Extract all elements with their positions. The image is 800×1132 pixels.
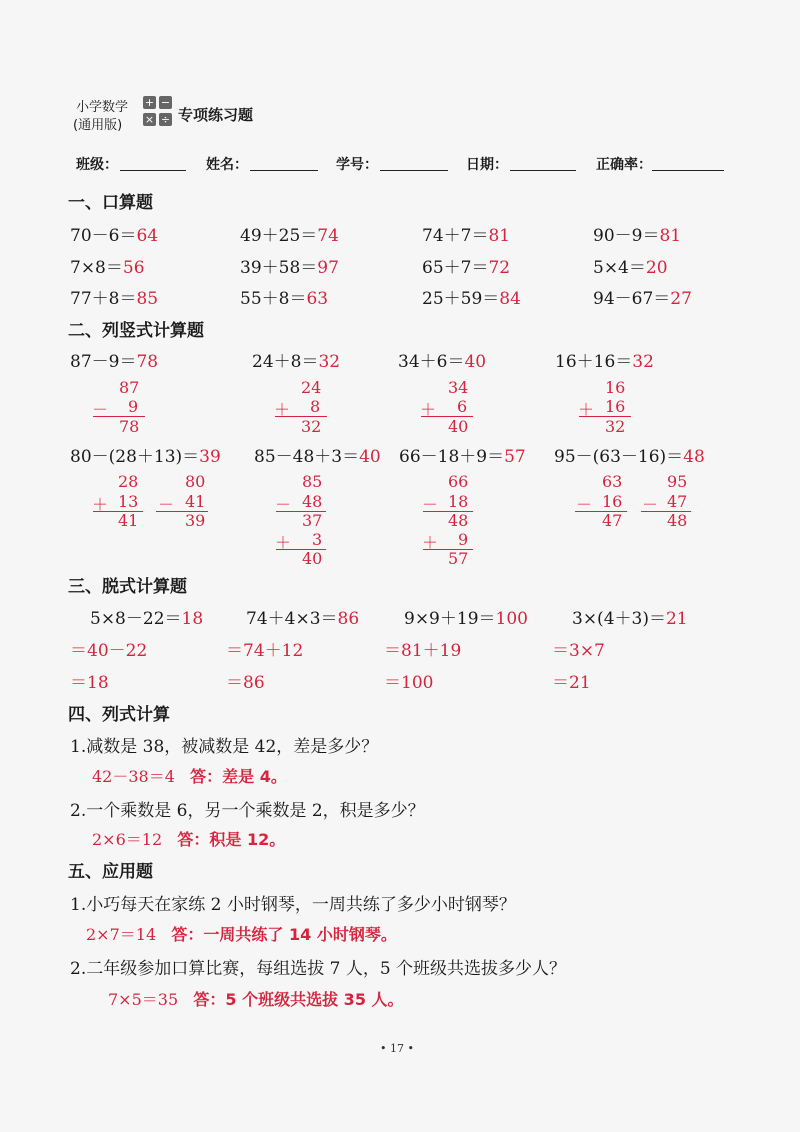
vertical-question: 80－(28＋13)＝39 (70, 447, 221, 467)
oral-item: 94－67＝27 (593, 289, 692, 309)
page-number: • 17 • (380, 1042, 414, 1055)
multiply-icon: × (144, 113, 155, 126)
vc-result: 40 (302, 549, 323, 568)
vertical-question: 95－(63－16)＝48 (554, 447, 705, 467)
formula-answer: 42－38＝4 答：差是 4。 (92, 767, 287, 786)
vertical-question: 85－48＋3＝40 (254, 447, 381, 467)
vc-bottom: 8 (310, 397, 321, 416)
stepwise-step: ＝74＋12 (226, 641, 304, 661)
vc-mid: 48 (448, 511, 469, 530)
vc-top: 85 (302, 472, 323, 491)
vc-op: － (576, 495, 593, 514)
stepwise-question: 3×(4＋3)＝21 (572, 609, 688, 629)
vc-result: 40 (448, 417, 469, 436)
section-stepwise-title: 三、脱式计算题 (68, 577, 187, 597)
vc-top: 95 (667, 472, 688, 491)
vertical-question: 16＋16＝32 (555, 352, 654, 372)
vc-bottom2: 9 (458, 530, 469, 549)
stepwise-step: ＝81＋19 (384, 641, 462, 661)
field-accuracy-line[interactable] (652, 170, 724, 171)
vertical-question: 24＋8＝32 (252, 352, 341, 372)
vc-op: － (92, 400, 109, 419)
vc-result: 32 (301, 417, 322, 436)
stepwise-question: 5×8－22＝18 (90, 609, 204, 629)
stepwise-step: ＝21 (552, 673, 591, 693)
vc-bottom: 16 (602, 492, 623, 511)
oral-item: 55＋8＝63 (240, 289, 329, 309)
oral-item: 90－9＝81 (593, 226, 682, 246)
oral-item: 25＋59＝84 (422, 289, 521, 309)
field-date-label: 日期： (466, 157, 508, 173)
vertical-question: 87－9＝78 (70, 352, 159, 372)
brand-line2: (通用版) (73, 118, 123, 133)
vc-op: － (422, 495, 439, 514)
field-class-line[interactable] (120, 170, 186, 171)
vc-bottom: 13 (118, 492, 139, 511)
stepwise-step: ＝18 (70, 673, 109, 693)
vertical-question: 66－18＋9＝57 (399, 447, 526, 467)
oral-item: 70－6＝64 (70, 226, 159, 246)
vc-top: 34 (448, 378, 469, 397)
formula-question: 1.减数是 38，被减数是 42，差是多少？ (70, 737, 379, 757)
vc-op: ＋ (578, 400, 595, 419)
vc-op: ＋ (92, 495, 109, 514)
formula-answer: 2×6＝12 答：积是 12。 (92, 830, 286, 849)
section-applied-title: 五、应用题 (68, 862, 153, 882)
formula-question: 2.一个乘数是 6，另一个乘数是 2，积是多少？ (70, 801, 425, 821)
vc-bottom: 47 (667, 492, 688, 511)
field-accuracy-label: 正确率： (596, 157, 652, 173)
section-formula-title: 四、列式计算 (68, 705, 170, 725)
vc-bottom: 18 (448, 492, 469, 511)
stepwise-step: ＝3×7 (552, 641, 605, 661)
vc-bottom: 16 (605, 397, 626, 416)
vc-top: 87 (119, 378, 140, 397)
vc-top: 16 (605, 378, 626, 397)
vc-result: 47 (602, 511, 623, 530)
plus-icon: + (144, 96, 155, 109)
field-name-label: 姓名： (206, 157, 248, 173)
field-name-line[interactable] (250, 170, 318, 171)
oral-item: 7×8＝56 (70, 258, 145, 278)
oral-item: 65＋7＝72 (422, 258, 511, 278)
vc-top: 63 (602, 472, 623, 491)
vc-op2: ＋ (275, 533, 292, 552)
vc-op2: ＋ (422, 533, 439, 552)
vc-result: 78 (119, 417, 140, 436)
field-class-label: 班级： (76, 157, 118, 173)
divide-icon: ÷ (160, 113, 171, 126)
vc-bottom: 9 (128, 397, 139, 416)
vc-result: 41 (118, 511, 139, 530)
vc-op: ＋ (420, 400, 437, 419)
applied-question: 2.二年级参加口算比赛，每组选拔 7 人，5 个班级共选拔多少人？ (70, 959, 567, 979)
vc-result: 57 (448, 549, 469, 568)
field-number-line[interactable] (380, 170, 448, 171)
stepwise-question: 9×9＋19＝100 (404, 609, 528, 629)
vc-op: ＋ (274, 400, 291, 419)
vc-result: 32 (605, 417, 626, 436)
stepwise-step: ＝86 (226, 673, 265, 693)
vc-op: － (158, 495, 175, 514)
vc-bottom: 48 (302, 492, 323, 511)
section-oral-title: 一、口算题 (68, 193, 153, 213)
vc-bottom: 6 (457, 397, 468, 416)
stepwise-step: ＝100 (384, 673, 434, 693)
applied-answer: 7×5＝35 答：5 个班级共选拔 35 人。 (108, 990, 404, 1009)
oral-item: 5×4＝20 (593, 258, 668, 278)
oral-item: 74＋7＝81 (422, 226, 511, 246)
page-title: 专项练习题 (178, 106, 254, 124)
applied-answer: 2×7＝14 答：一周共练了 14 小时钢琴。 (86, 925, 397, 944)
vertical-question: 34＋6＝40 (398, 352, 487, 372)
operator-icons (143, 96, 173, 130)
vc-bottom: 41 (185, 492, 206, 511)
vc-result: 39 (185, 511, 206, 530)
field-number-label: 学号： (336, 157, 378, 173)
vc-mid: 37 (302, 511, 323, 530)
vc-bottom2: 3 (312, 530, 323, 549)
vc-op: － (642, 495, 659, 514)
section-vertical-title: 二、列竖式计算题 (68, 321, 204, 341)
oral-item: 39＋58＝97 (240, 258, 339, 278)
applied-question: 1.小巧每天在家练 2 小时钢琴，一周共练了多少小时钢琴？ (70, 895, 516, 915)
oral-item: 77＋8＝85 (70, 289, 159, 309)
vc-result: 48 (667, 511, 688, 530)
vc-top: 24 (301, 378, 322, 397)
brand-line1: 小学数学 (76, 100, 129, 115)
minus-icon: − (160, 96, 171, 109)
vc-op: － (275, 495, 292, 514)
stepwise-step: ＝40－22 (70, 641, 148, 661)
stepwise-question: 74＋4×3＝86 (246, 609, 360, 629)
field-date-line[interactable] (510, 170, 576, 171)
oral-item: 49＋25＝74 (240, 226, 339, 246)
vc-top: 80 (185, 472, 206, 491)
vc-top: 66 (448, 472, 469, 491)
vc-top: 28 (118, 472, 139, 491)
